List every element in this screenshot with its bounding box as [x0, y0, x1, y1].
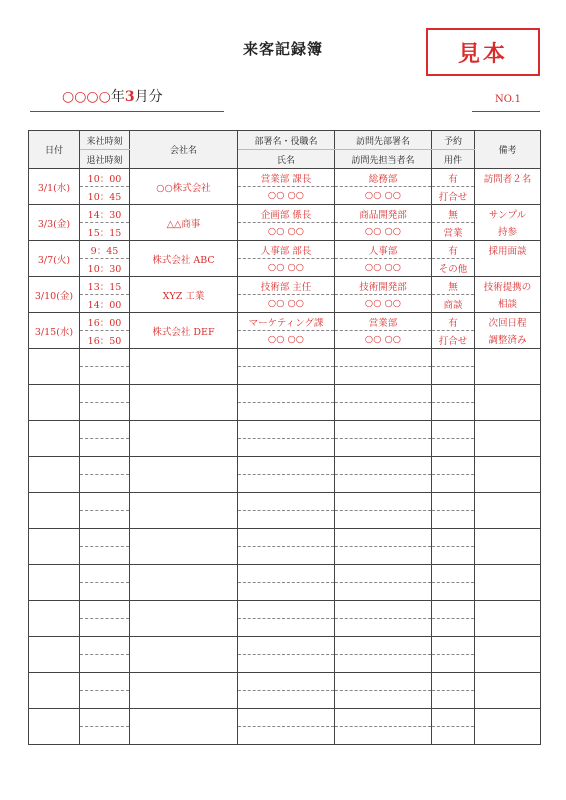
- cell-visit-person: ○○ ○○: [335, 295, 432, 313]
- cell-company: △△商事: [130, 205, 238, 241]
- cell-remarks-line2: [475, 187, 541, 205]
- blank-row-lower: [29, 475, 541, 493]
- blank-row: [29, 529, 541, 547]
- blank-cell-visit-person[interactable]: [335, 619, 432, 637]
- header-remarks: 備考: [475, 131, 541, 169]
- cell-company: ○○株式会社: [130, 169, 238, 205]
- cell-date: 3/10(金): [29, 277, 80, 313]
- page-number: NO.1: [495, 94, 521, 105]
- blank-cell-appointment[interactable]: [432, 565, 475, 583]
- cell-appointment: 無: [432, 205, 475, 223]
- blank-cell-purpose[interactable]: [432, 547, 475, 565]
- blank-cell-company[interactable]: [130, 637, 238, 673]
- cell-remarks-line1: 次回日程: [475, 313, 541, 331]
- cell-visit-dept: 営業部: [335, 313, 432, 331]
- blank-cell-remarks-line1[interactable]: [475, 529, 541, 547]
- blank-cell-arrival[interactable]: [80, 421, 130, 439]
- blank-cell-purpose[interactable]: [432, 475, 475, 493]
- blank-cell-departure[interactable]: [80, 727, 130, 745]
- cell-name: ○○ ○○: [238, 295, 335, 313]
- table-row: [29, 313, 541, 331]
- blank-cell-dept-title[interactable]: [238, 421, 335, 439]
- blank-cell-date[interactable]: [29, 385, 80, 421]
- blank-cell-visit-dept[interactable]: [335, 493, 432, 511]
- blank-cell-name[interactable]: [238, 655, 335, 673]
- blank-cell-remarks-line2[interactable]: [475, 547, 541, 565]
- blank-cell-remarks-line1[interactable]: [475, 601, 541, 619]
- table-row: [29, 169, 541, 187]
- blank-row: [29, 385, 541, 403]
- blank-cell-remarks-line2[interactable]: [475, 475, 541, 493]
- cell-name: ○○ ○○: [238, 259, 335, 277]
- blank-cell-appointment[interactable]: [432, 421, 475, 439]
- blank-cell-departure[interactable]: [80, 691, 130, 709]
- blank-cell-remarks-line2[interactable]: [475, 439, 541, 457]
- blank-cell-departure[interactable]: [80, 655, 130, 673]
- blank-cell-visit-dept[interactable]: [335, 601, 432, 619]
- blank-cell-arrival[interactable]: [80, 673, 130, 691]
- cell-appointment: 有: [432, 313, 475, 331]
- blank-cell-visit-person[interactable]: [335, 403, 432, 421]
- blank-row-lower: [29, 727, 541, 745]
- blank-row: [29, 673, 541, 691]
- blank-cell-remarks-line2[interactable]: [475, 619, 541, 637]
- header-purpose: 用件: [432, 150, 475, 169]
- blank-row-lower: [29, 691, 541, 709]
- blank-cell-arrival[interactable]: [80, 385, 130, 403]
- blank-cell-remarks-line2[interactable]: [475, 511, 541, 529]
- blank-cell-remarks-line1[interactable]: [475, 493, 541, 511]
- header-arrival: 来社時刻: [80, 131, 130, 150]
- blank-cell-purpose[interactable]: [432, 727, 475, 745]
- blank-cell-visit-person[interactable]: [335, 511, 432, 529]
- cell-appointment: 無: [432, 277, 475, 295]
- blank-cell-remarks-line2[interactable]: [475, 691, 541, 709]
- cell-arrival: 10：00: [80, 169, 130, 187]
- blank-cell-arrival[interactable]: [80, 637, 130, 655]
- blank-cell-departure[interactable]: [80, 619, 130, 637]
- blank-cell-purpose[interactable]: [432, 403, 475, 421]
- cell-purpose: 打合せ: [432, 331, 475, 349]
- blank-row: [29, 601, 541, 619]
- blank-row: [29, 457, 541, 475]
- blank-row-lower: [29, 367, 541, 385]
- blank-cell-purpose[interactable]: [432, 511, 475, 529]
- blank-cell-visit-person[interactable]: [335, 547, 432, 565]
- cell-remarks-line2: 持参: [475, 223, 541, 241]
- cell-dept-title: マーケティング課: [238, 313, 335, 331]
- blank-cell-appointment[interactable]: [432, 457, 475, 475]
- log-body: [29, 169, 541, 745]
- cell-arrival: 9：45: [80, 241, 130, 259]
- period-year-placeholder: ○○○○: [62, 89, 111, 105]
- cell-visit-person: ○○ ○○: [335, 223, 432, 241]
- blank-cell-visit-dept[interactable]: [335, 349, 432, 367]
- blank-cell-departure[interactable]: [80, 547, 130, 565]
- blank-cell-appointment[interactable]: [432, 385, 475, 403]
- blank-cell-purpose[interactable]: [432, 691, 475, 709]
- blank-cell-arrival[interactable]: [80, 349, 130, 367]
- blank-cell-visit-dept[interactable]: [335, 457, 432, 475]
- cell-purpose: その他: [432, 259, 475, 277]
- blank-cell-remarks-line1[interactable]: [475, 421, 541, 439]
- blank-cell-purpose[interactable]: [432, 367, 475, 385]
- period-underline: [30, 111, 224, 112]
- cell-remarks-line1: 訪問者２名: [475, 169, 541, 187]
- cell-visit-person: ○○ ○○: [335, 259, 432, 277]
- table-row: [29, 277, 541, 295]
- cell-name: ○○ ○○: [238, 187, 335, 205]
- cell-dept-title: 技術部 主任: [238, 277, 335, 295]
- blank-cell-remarks-line1[interactable]: [475, 673, 541, 691]
- blank-cell-remarks-line1[interactable]: [475, 385, 541, 403]
- cell-remarks-line2: 相談: [475, 295, 541, 313]
- cell-dept-title: 営業部 課長: [238, 169, 335, 187]
- cell-remarks-line2: [475, 259, 541, 277]
- cell-visit-dept: 総務部: [335, 169, 432, 187]
- table-row: [29, 241, 541, 259]
- period-year-suffix: 年: [110, 89, 125, 105]
- cell-purpose: 営業: [432, 223, 475, 241]
- blank-cell-departure[interactable]: [80, 511, 130, 529]
- header-date: 日付: [29, 131, 80, 169]
- blank-cell-name[interactable]: [238, 511, 335, 529]
- cell-dept-title: 企画部 係長: [238, 205, 335, 223]
- blank-cell-dept-title[interactable]: [238, 349, 335, 367]
- header-departure: 退社時刻: [80, 150, 130, 169]
- blank-cell-name[interactable]: [238, 547, 335, 565]
- blank-cell-visit-person[interactable]: [335, 691, 432, 709]
- blank-cell-arrival[interactable]: [80, 601, 130, 619]
- cell-departure: 10：30: [80, 259, 130, 277]
- blank-cell-name[interactable]: [238, 403, 335, 421]
- cell-visit-dept: 技術開発部: [335, 277, 432, 295]
- table-row-lower: [29, 295, 541, 313]
- cell-departure: 15：15: [80, 223, 130, 241]
- page-number-underline: [472, 111, 540, 112]
- blank-cell-dept-title[interactable]: [238, 493, 335, 511]
- blank-cell-departure[interactable]: [80, 403, 130, 421]
- blank-row-lower: [29, 439, 541, 457]
- blank-cell-visit-person[interactable]: [335, 475, 432, 493]
- cell-company: 株式会社 ABC: [130, 241, 238, 277]
- blank-cell-remarks-line1[interactable]: [475, 349, 541, 367]
- blank-cell-date[interactable]: [29, 565, 80, 601]
- cell-name: ○○ ○○: [238, 331, 335, 349]
- blank-cell-date[interactable]: [29, 673, 80, 709]
- blank-cell-name[interactable]: [238, 583, 335, 601]
- blank-row-lower: [29, 583, 541, 601]
- blank-cell-visit-dept[interactable]: [335, 673, 432, 691]
- blank-cell-dept-title[interactable]: [238, 709, 335, 727]
- blank-cell-visit-dept[interactable]: [335, 529, 432, 547]
- blank-cell-visit-dept[interactable]: [335, 385, 432, 403]
- blank-cell-name[interactable]: [238, 439, 335, 457]
- blank-cell-departure[interactable]: [80, 367, 130, 385]
- blank-row-lower: [29, 619, 541, 637]
- cell-company: 株式会社 DEF: [130, 313, 238, 349]
- table-row: [29, 205, 541, 223]
- blank-cell-company[interactable]: [130, 673, 238, 709]
- blank-row-lower: [29, 403, 541, 421]
- blank-cell-arrival[interactable]: [80, 529, 130, 547]
- cell-visit-person: ○○ ○○: [335, 331, 432, 349]
- blank-cell-name[interactable]: [238, 727, 335, 745]
- blank-cell-date[interactable]: [29, 709, 80, 745]
- blank-cell-date[interactable]: [29, 529, 80, 565]
- cell-remarks-line1: 採用面談: [475, 241, 541, 259]
- cell-date: 3/15(水): [29, 313, 80, 349]
- blank-cell-dept-title[interactable]: [238, 529, 335, 547]
- blank-cell-departure[interactable]: [80, 583, 130, 601]
- blank-cell-remarks-line1[interactable]: [475, 457, 541, 475]
- blank-cell-departure[interactable]: [80, 475, 130, 493]
- table-row-lower: [29, 187, 541, 205]
- blank-cell-visit-person[interactable]: [335, 655, 432, 673]
- cell-arrival: 16：00: [80, 313, 130, 331]
- blank-cell-arrival[interactable]: [80, 457, 130, 475]
- blank-cell-appointment[interactable]: [432, 637, 475, 655]
- blank-cell-visit-dept[interactable]: [335, 565, 432, 583]
- table-row-lower: [29, 259, 541, 277]
- blank-cell-remarks-line2[interactable]: [475, 583, 541, 601]
- header-name: 氏名: [238, 150, 335, 169]
- blank-cell-arrival[interactable]: [80, 709, 130, 727]
- blank-cell-dept-title[interactable]: [238, 565, 335, 583]
- cell-arrival: 14：30: [80, 205, 130, 223]
- blank-cell-company[interactable]: [130, 421, 238, 457]
- cell-departure: 14：00: [80, 295, 130, 313]
- blank-cell-appointment[interactable]: [432, 493, 475, 511]
- cell-appointment: 有: [432, 241, 475, 259]
- blank-cell-dept-title[interactable]: [238, 673, 335, 691]
- blank-cell-remarks-line1[interactable]: [475, 637, 541, 655]
- blank-cell-visit-person[interactable]: [335, 727, 432, 745]
- header-company: 会社名: [130, 131, 238, 169]
- blank-row: [29, 565, 541, 583]
- blank-cell-date[interactable]: [29, 493, 80, 529]
- cell-date: 3/3(金): [29, 205, 80, 241]
- blank-cell-visit-dept[interactable]: [335, 709, 432, 727]
- blank-cell-purpose[interactable]: [432, 619, 475, 637]
- blank-cell-date[interactable]: [29, 601, 80, 637]
- cell-dept-title: 人事部 部長: [238, 241, 335, 259]
- blank-cell-visit-dept[interactable]: [335, 421, 432, 439]
- blank-cell-date[interactable]: [29, 457, 80, 493]
- blank-cell-company[interactable]: [130, 385, 238, 421]
- page-title: 来客記録簿: [242, 40, 323, 58]
- blank-cell-company[interactable]: [130, 349, 238, 385]
- cell-visit-dept: 商品開発部: [335, 205, 432, 223]
- blank-cell-purpose[interactable]: [432, 655, 475, 673]
- blank-cell-company[interactable]: [130, 601, 238, 637]
- blank-cell-company[interactable]: [130, 529, 238, 565]
- header-visit-dept: 訪問先部署名: [335, 131, 432, 150]
- blank-cell-date[interactable]: [29, 637, 80, 673]
- cell-remarks-line1: サンプル: [475, 205, 541, 223]
- blank-cell-dept-title[interactable]: [238, 601, 335, 619]
- blank-cell-appointment[interactable]: [432, 349, 475, 367]
- blank-cell-company[interactable]: [130, 457, 238, 493]
- cell-appointment: 有: [432, 169, 475, 187]
- blank-row: [29, 709, 541, 727]
- cell-remarks-line2: 調整済み: [475, 331, 541, 349]
- blank-cell-remarks-line2[interactable]: [475, 367, 541, 385]
- blank-cell-name[interactable]: [238, 619, 335, 637]
- blank-row: [29, 349, 541, 367]
- period-month-suffix: 月分: [134, 89, 163, 105]
- blank-cell-remarks-line1[interactable]: [475, 709, 541, 727]
- blank-cell-visit-person[interactable]: [335, 439, 432, 457]
- blank-cell-arrival[interactable]: [80, 565, 130, 583]
- blank-cell-dept-title[interactable]: [238, 637, 335, 655]
- blank-cell-date[interactable]: [29, 421, 80, 457]
- cell-company: XYZ 工業: [130, 277, 238, 313]
- blank-cell-date[interactable]: [29, 349, 80, 385]
- header-dept-title: 部署名・役職名: [238, 131, 335, 150]
- blank-cell-visit-person[interactable]: [335, 583, 432, 601]
- cell-date: 3/7(火): [29, 241, 80, 277]
- header-visit-person: 訪問先担当者名: [335, 150, 432, 169]
- blank-cell-dept-title[interactable]: [238, 385, 335, 403]
- table-row-lower: [29, 331, 541, 349]
- table-row-lower: [29, 223, 541, 241]
- cell-departure: 10：45: [80, 187, 130, 205]
- period-month: 3: [124, 89, 135, 105]
- blank-cell-arrival[interactable]: [80, 493, 130, 511]
- blank-cell-company[interactable]: [130, 493, 238, 529]
- header-appointment: 予約: [432, 131, 475, 150]
- blank-cell-remarks-line1[interactable]: [475, 565, 541, 583]
- period-label: [62, 86, 163, 106]
- blank-cell-name[interactable]: [238, 367, 335, 385]
- cell-purpose: 商談: [432, 295, 475, 313]
- blank-cell-visit-person[interactable]: [335, 367, 432, 385]
- blank-cell-appointment[interactable]: [432, 601, 475, 619]
- blank-cell-name[interactable]: [238, 691, 335, 709]
- blank-cell-purpose[interactable]: [432, 439, 475, 457]
- blank-cell-visit-dept[interactable]: [335, 637, 432, 655]
- blank-cell-remarks-line2[interactable]: [475, 655, 541, 673]
- cell-arrival: 13：15: [80, 277, 130, 295]
- blank-cell-remarks-line2[interactable]: [475, 403, 541, 421]
- blank-row-lower: [29, 655, 541, 673]
- sample-stamp: 見本: [426, 28, 540, 76]
- cell-purpose: 打合せ: [432, 187, 475, 205]
- blank-row: [29, 637, 541, 655]
- blank-cell-company[interactable]: [130, 709, 238, 745]
- cell-visit-person: ○○ ○○: [335, 187, 432, 205]
- blank-row: [29, 421, 541, 439]
- blank-cell-appointment[interactable]: [432, 673, 475, 691]
- visitor-log-table: [28, 130, 541, 745]
- blank-cell-remarks-line2[interactable]: [475, 727, 541, 745]
- blank-row: [29, 493, 541, 511]
- cell-departure: 16：50: [80, 331, 130, 349]
- blank-row-lower: [29, 511, 541, 529]
- blank-cell-company[interactable]: [130, 565, 238, 601]
- blank-cell-appointment[interactable]: [432, 709, 475, 727]
- cell-remarks-line1: 技術提携の: [475, 277, 541, 295]
- blank-row-lower: [29, 547, 541, 565]
- blank-cell-purpose[interactable]: [432, 583, 475, 601]
- cell-date: 3/1(水): [29, 169, 80, 205]
- blank-cell-dept-title[interactable]: [238, 457, 335, 475]
- blank-cell-name[interactable]: [238, 475, 335, 493]
- blank-cell-departure[interactable]: [80, 439, 130, 457]
- cell-visit-dept: 人事部: [335, 241, 432, 259]
- blank-cell-appointment[interactable]: [432, 529, 475, 547]
- cell-name: ○○ ○○: [238, 223, 335, 241]
